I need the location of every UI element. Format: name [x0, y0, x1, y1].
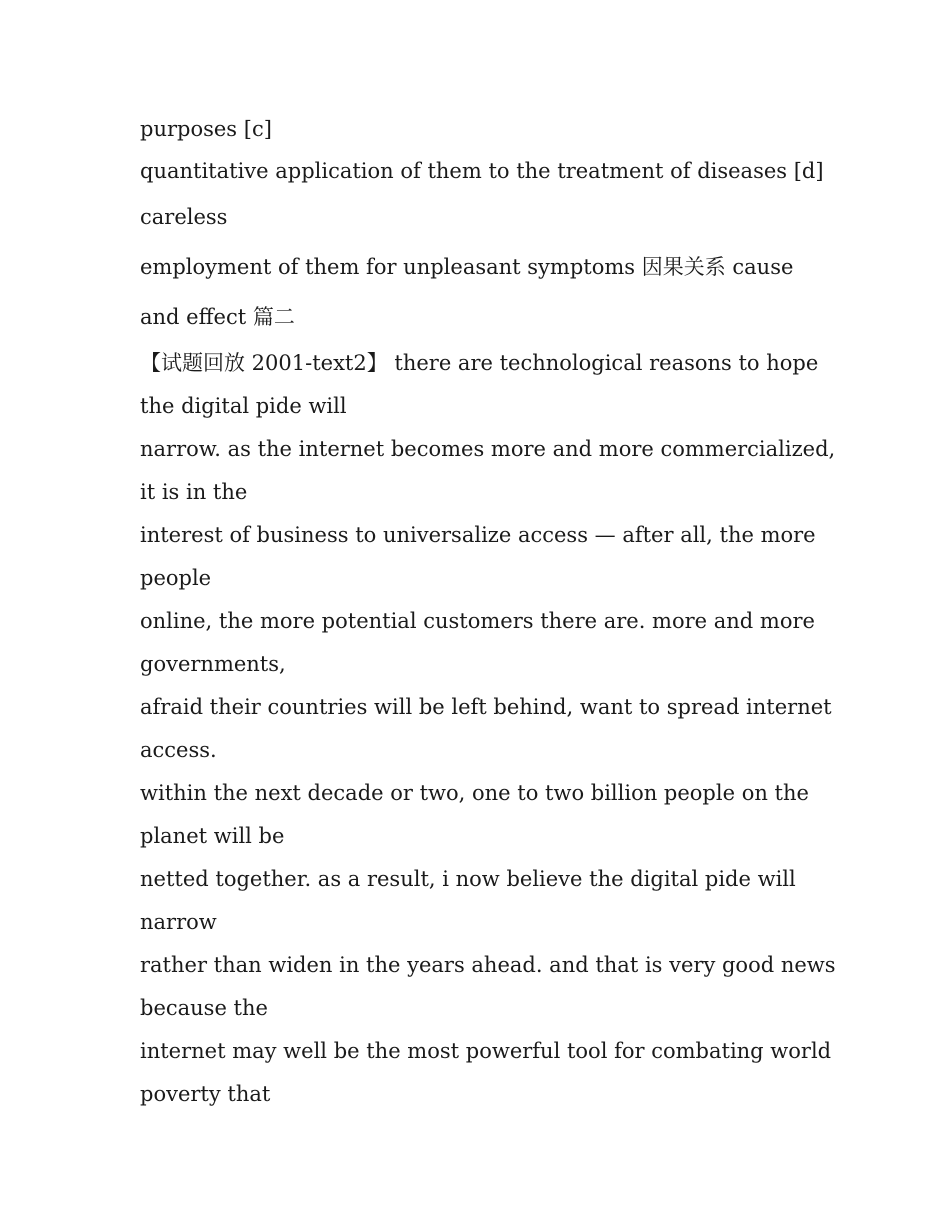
text-line: the digital pide will — [140, 394, 347, 418]
text-line: because the — [140, 996, 268, 1020]
text-line: netted together. as a result, i now believe the digital pide will — [140, 867, 796, 891]
text-line: online, the more potential customers there are. more and more — [140, 609, 815, 633]
text-line: interest of business to universalize access — after all, the more — [140, 523, 816, 547]
text-line: quantitative application of them to the treatment of diseases [d] — [140, 159, 824, 183]
text-line: within the next decade or two, one to two billion people on the — [140, 781, 809, 805]
text-line: planet will be — [140, 824, 285, 848]
text-line: 【试题回放 2001-text2】 there are technological reasons to hope — [140, 351, 819, 375]
text-line: it is in the — [140, 480, 248, 504]
text-line: narrow. as the internet becomes more and more commercialized, — [140, 437, 836, 461]
text-line: afraid their countries will be left behind, want to spread internet — [140, 695, 832, 719]
text-line: narrow — [140, 910, 217, 934]
text-line: careless — [140, 205, 228, 229]
text-line: purposes [c] — [140, 117, 272, 141]
text-line: poverty that — [140, 1082, 271, 1106]
text-line: access. — [140, 738, 217, 762]
text-line: and effect 篇二 — [140, 305, 295, 329]
text-line: employment of them for unpleasant symptoms 因果关系 cause — [140, 255, 794, 279]
document-body — [140, 108, 836, 1116]
text-line: internet may well be the most powerful tool for combating world — [140, 1039, 832, 1063]
text-line: rather than widen in the years ahead. and that is very good news — [140, 953, 836, 977]
text-line: people — [140, 566, 212, 590]
text-line: governments, — [140, 652, 286, 676]
